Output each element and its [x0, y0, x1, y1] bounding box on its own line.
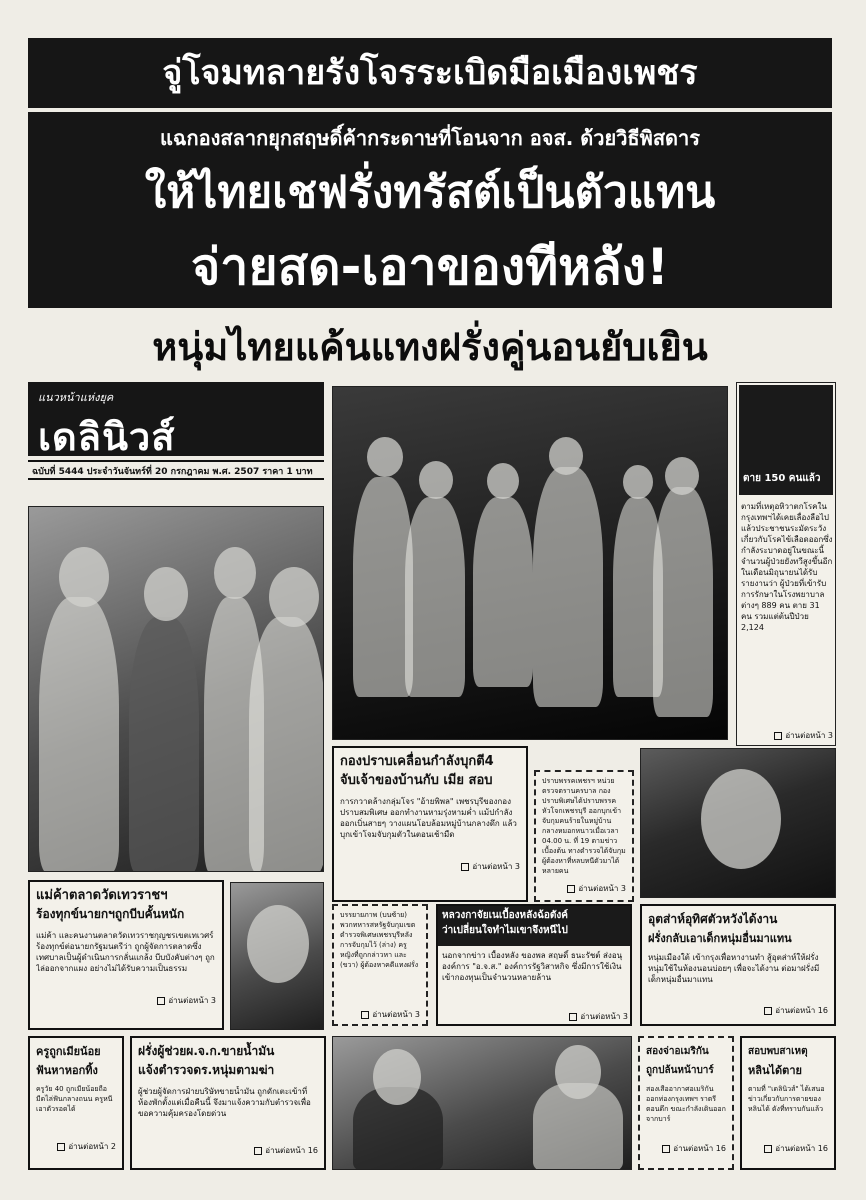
side-story-body: ตามที่เหตุอหิวาตกโรคในกรุงเทพฯได้เคยเลื่องลือไปแล้วประชาชนระมัดระวังเกี่ยวกับโรคไข้เลือดออกซึ่งกำลังระบาดอยู่ในขณะนี้ จำนวนผู้ป่วยยังทวีสูงขึ้นอีก ในเดือนมิถุนายนได้รับรายงานว่า ผู้ป่วยที่เข้ารับการรักษาในโรงพยาบาลต่างๆ 889 คน ตาย 31 คน รวมแต่ต้นปีป่วย 2,124	[741, 502, 833, 632]
story-market-continued	[36, 994, 216, 1007]
square-bullet-icon	[361, 1011, 369, 1019]
photo-suspects	[28, 506, 324, 872]
story-teacher-headline-2: ฟันหาหอกทิ้ง	[36, 1064, 98, 1077]
story-capture-body: ปราบพรรคเพชรฯ หน่วยตรวจตรานครบาล กองปราบพิเศษได้ปราบพรรคหัวโจกเพชรบุรี ออกบุกเข้าจับกุมคนร้ายในหมู่บ้านกลางหมอกหนาวเมื่อเวลา 04.00 น. ที่ 19 ตามข่าวเบื้องต้น ทางตำรวจได้จับกุมผู้ต้องหาที่หลบหนีตัวมาได้หลายคน	[542, 777, 626, 875]
story-teacher-body: ครูวัย 40 ถูกเมียน้อยถือมีดไล่ฟันกลางถนน ครูหนีเอาตัวรอดได้	[36, 1085, 113, 1113]
story-american-continued-label: อ่านต่อหน้า 16	[673, 1144, 726, 1153]
story-death-cause	[740, 1036, 836, 1170]
story-american	[638, 1036, 734, 1170]
side-story-photo-band	[739, 385, 833, 495]
top-headline-band: จู่โจมทลายรังโจรระเบิดมือเมืองเพชร	[28, 38, 832, 108]
story-american-body: สองเสืออากาศอเมริกันออกท่องกรุงเทพฯ ราตรีตอนดึก ขณะกำลังเดินออกจากบาร์	[646, 1085, 726, 1123]
story-lottery-headline-2: ว่าเปลี่ยนใจทำไมเขาจึงหนีไป	[442, 925, 568, 936]
deck-headline: แฉกองสลากยุกสฤษดิ์ค้ากระดาษที่โอนจาก อจส. ด้วยวิธีพิสดาร	[160, 126, 700, 150]
story-police-continued	[340, 860, 520, 873]
masthead-kicker: แนวหน้าแห่งยุค	[38, 391, 114, 404]
square-bullet-icon	[57, 1143, 65, 1151]
story-police-continued-label: อ่านต่อหน้า 3	[472, 862, 520, 871]
square-bullet-icon	[662, 1145, 670, 1153]
story-american-continued	[646, 1142, 726, 1155]
story-cholera-headline-2: หลินได้ตาย	[748, 1064, 802, 1077]
square-bullet-icon	[774, 732, 782, 740]
photo-two-men	[332, 1036, 632, 1170]
story-caption-continued-label: อ่านต่อหน้า 3	[372, 1010, 420, 1019]
story-capture	[534, 770, 634, 902]
story-market	[28, 880, 224, 1030]
story-american-headline-1: สองจ่าอเมริกัน	[646, 1046, 709, 1057]
story-police-headline-2: จับเจ้าของบ้านกับ เมีย สอบ	[340, 773, 493, 788]
story-stabbing	[640, 904, 836, 1026]
story-stabbing-continued	[648, 1004, 828, 1017]
story-water-body: ผู้ช่วยผู้จัดการฝ่ายบริษัทขายน้ำมัน ถูกดักเตะเข้าที่ห้องพักตั้งแต่เมื่อคืนนี้ จึงมาแจ้งความกับตำรวจเพื่อขอความคุ้มครองโดยด่วน	[138, 1087, 311, 1118]
secondary-headline: หนุ่มไทยแค้นแทงฝรั่งคู่นอนยับเยิน	[152, 325, 708, 369]
story-water-headline-2: แจ้งตำรวจดร.หนุ่มตามฆ่า	[138, 1063, 275, 1077]
story-lottery-headline-1: หลวงกาจัยเนเบื้องหลังฉ้อตังค์	[442, 910, 569, 921]
main-headline-line-2: จ่ายสด-เอาของทีหลัง!	[190, 238, 669, 296]
masthead-dateline: ฉบับที่ 5444 ประจำวันจันทร์ที่ 20 กรกฎาคม พ.ศ. 2507 ราคา 1 บาท	[28, 460, 324, 480]
story-lottery-continued-label: อ่านต่อหน้า 3	[580, 1012, 628, 1021]
story-stabbing-continued-label: อ่านต่อหน้า 16	[775, 1006, 828, 1015]
story-oil	[130, 1036, 326, 1170]
story-police-raid	[332, 746, 528, 902]
story-market-continued-label: อ่านต่อหน้า 3	[168, 996, 216, 1005]
story-water-continued-label: อ่านต่อหน้า 16	[265, 1146, 318, 1155]
square-bullet-icon	[567, 885, 575, 893]
story-teacher-continued	[36, 1140, 116, 1153]
side-story-continued-label: อ่านต่อหน้า 3	[785, 731, 833, 740]
story-market-body: แม่ค้า และคนงานตลาดวัดเทวราชกุญชรเขตเทเวศร์ร้องทุกข์ต่อนายกรัฐมนตรีว่า ถูกผู้จัดการตลาดซึ่งเทศบาลเป็นผู้ดำเนินการกลั่นแกล้ง บีบบังคับต่างๆ ถูกไล่ออกจากแผง อย่างไม่ได้รับความเป็นธรรม	[36, 931, 215, 973]
story-lottery-body: นอกจากข่าว เบื้องหลัง ของพล สฤษดิ์ ธนะรัชต์ ส่งอนุองค์การ "อ.จ.ส." องค์การรัฐวิสาหกิจ ซึ่งมีการใช้เงินเข้ากองทุนเป็นจำนวนหลายล้าน	[442, 951, 623, 982]
story-market-headline-1: แม่ค้าตลาดวัดเทวราชฯ	[36, 888, 168, 903]
photo-young-man	[640, 748, 836, 898]
story-water-headline-1: ฝรั่งผู้ช่วยผ.จ.ก.ขายน้ำมัน	[138, 1044, 275, 1058]
square-bullet-icon	[254, 1147, 262, 1155]
side-story-band-text: ตาย 150 คนแล้ว	[743, 473, 821, 484]
story-market-headline-2: ร้องทุกข์นายกฯถูกบีบคั้นหนัก	[36, 907, 185, 921]
photo-old-man	[230, 882, 324, 1030]
side-story-continued	[741, 729, 833, 743]
story-police-headline-1: กองปราบเคลื่อนกำลังบุกตี4	[340, 754, 494, 769]
story-stabbing-headline-2: ฝรั่งกลับเอาเด็กหนุ่มอื่นมาแทน	[648, 932, 792, 945]
story-caption-continued	[340, 1008, 420, 1021]
square-bullet-icon	[764, 1007, 772, 1015]
story-cholera-body: ตามที่ "เดลินิวส์" ได้เสนอข่าวเกี่ยวกับการตายของหลินได้ ดังที่ทราบกันแล้ว	[748, 1085, 825, 1113]
story-capture-continued	[542, 882, 626, 895]
story-lottery-headline-band	[438, 906, 630, 946]
main-headline-line-1: ให้ไทยเชฟรั่งทรัสต์เป็นตัวแทน	[144, 167, 716, 218]
story-american-headline-2: ถูกปล้นหน้าบาร์	[646, 1065, 714, 1076]
story-lottery	[436, 904, 632, 1026]
story-lottery-continued	[442, 1010, 628, 1024]
story-stabbing-headline-1: อุตส่าห์อุทิศตัวหวังได้งาน	[648, 912, 778, 926]
story-police-body: การกวาดล้างกลุ่มโจร "อ้ายพิพล" เพชรบุรีของกองปราบสมพิเศษ ออกทำงานหามรุ่งหามค่ำ แม้ปกำลังออกเบิ่นสายๆ วางแผนโอบล้อมหมู่บ้านกลางดึก แล้วบุกเข้าโจมจับกุมตัวในตอนเช้ามืด	[340, 797, 517, 839]
masthead-title: เดลินิวส์	[38, 415, 176, 456]
story-water-continued	[138, 1144, 318, 1157]
story-stabbing-body: หนุ่มเมืองใต้ เข้ากรุงเพื่อหางานทำ สู้อุตส่าห์ให้ฝรั่งหนุ่มใช้ในห้องนอนบ่อยๆ เพื่อจะได้งาน ต่อมาฝรั่งมีเด็กหนุ่มอื่นมาแทน	[648, 953, 820, 984]
story-cholera-continued	[748, 1142, 828, 1155]
square-bullet-icon	[461, 863, 469, 871]
photo-police-raid	[332, 386, 728, 740]
story-teacher-continued-label: อ่านต่อหน้า 2	[68, 1142, 116, 1151]
square-bullet-icon	[569, 1013, 577, 1021]
story-cholera-headline-1: สอบพบสาเหตุ	[748, 1046, 808, 1057]
masthead	[28, 382, 324, 456]
square-bullet-icon	[157, 997, 165, 1005]
story-photo-caption	[332, 904, 428, 1026]
story-teacher-headline-1: ครูถูกเมียน้อย	[36, 1045, 101, 1058]
main-headline-block	[28, 112, 832, 308]
side-story-dengue	[736, 382, 836, 746]
story-capture-continued-label: อ่านต่อหน้า 3	[578, 884, 626, 893]
story-teacher	[28, 1036, 124, 1170]
story-cholera-continued-label: อ่านต่อหน้า 16	[775, 1144, 828, 1153]
square-bullet-icon	[764, 1145, 772, 1153]
story-caption-body: บรรยายภาพ (บนซ้าย) พวกทหารสหรัฐจับกุมเขตตำรวจพิเศษเพชรบุรีหลังการจับกุมไว้ (ล่าง) ครูหญิงที่ถูกกล่าวหา และ (ขวา) ผู้ต้องหาคดีแทงฝรั่ง	[340, 911, 419, 969]
